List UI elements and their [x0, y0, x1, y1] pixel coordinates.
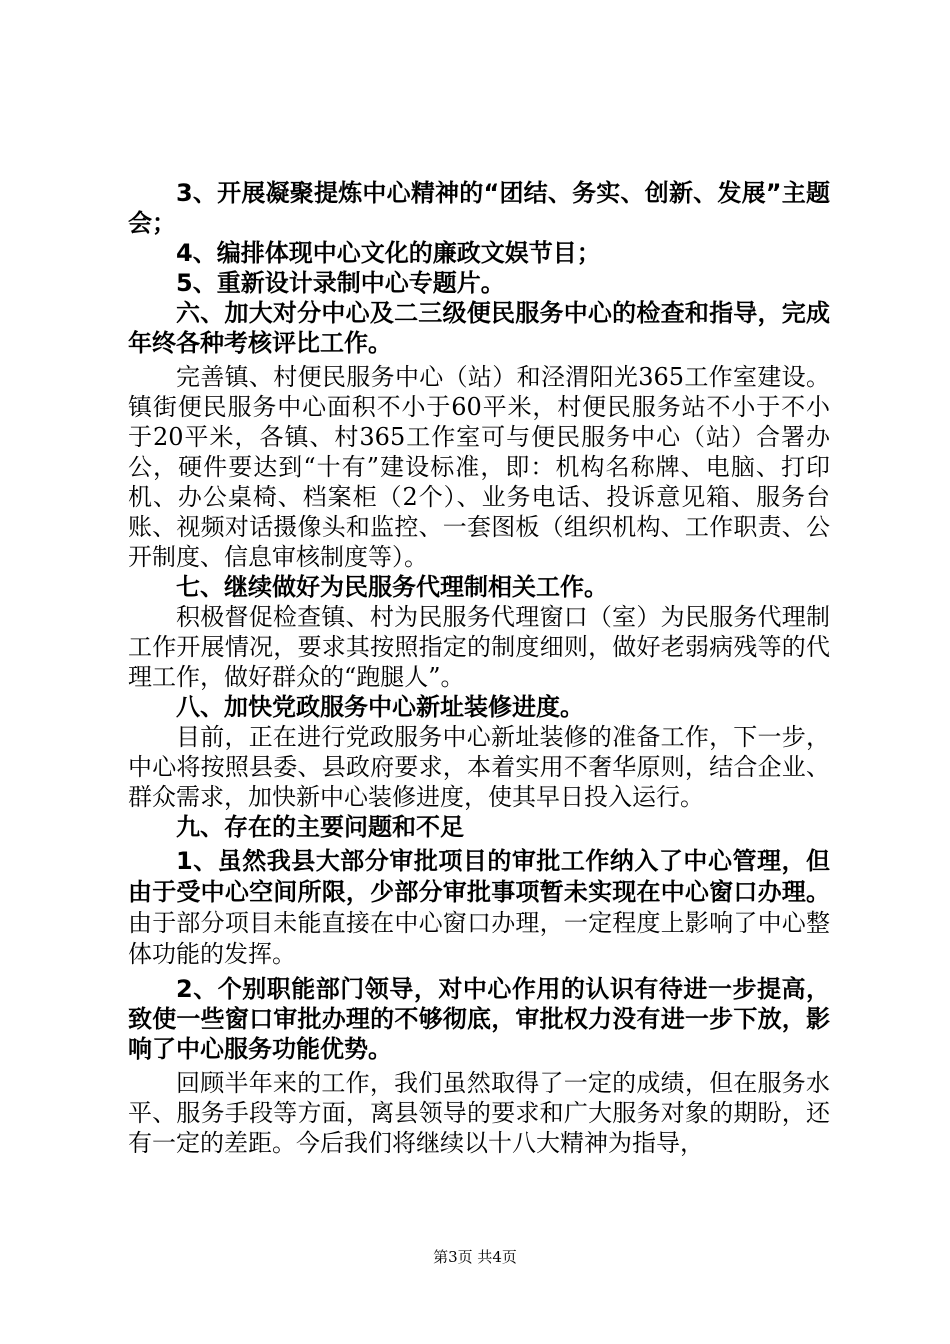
paragraph: 3、开展凝聚提炼中心精神的“团结、务实、创新、发展”主题会；	[128, 179, 830, 237]
paragraph-bold-part: 1、虽然我县大部分审批项目的审批工作纳入了中心管理，但由于受中心空间所限，少部分审批事项暂未实现在中心窗口办理。	[128, 847, 830, 906]
paragraph: 2、个别职能部门领导，对中心作用的认识有待进一步提高，致使一些窗口审批办理的不够彻底，审批权力没有进一步下放，影响了中心服务功能优势。	[128, 975, 830, 1063]
section-heading: 九、存在的主要问题和不足	[176, 813, 464, 841]
paragraph: 5、重新设计录制中心专题片。	[176, 269, 505, 297]
document-body	[128, 178, 830, 1158]
paragraph: 积极督促检查镇、村为民服务代理窗口（室）为民服务代理制工作开展情况，要求其按照指定的制度细则，做好老弱病残等的代理工作，做好群众的“跑腿人”。	[128, 603, 830, 691]
paragraph	[128, 846, 830, 970]
paragraph: 目前，正在进行党政服务中心新址装修的准备工作，下一步，中心将按照县委、县政府要求，本着实用不奢华原则，结合企业、群众需求，加快新中心装修进度，使其早日投入运行。	[128, 723, 830, 811]
section-heading: 七、继续做好为民服务代理制相关工作。	[176, 573, 608, 601]
paragraph: 完善镇、村便民服务中心（站）和泾渭阳光365工作室建设。镇街便民服务中心面积不小于60平米，村便民服务站不小于不小于20平米，各镇、村365工作室可与便民服务中心（站）合署办公，硬件要达到“十有”建设标准，即：机构名称牌、电脑、打印机、办公桌椅、档案柜（2个）、业务电话、投诉意见箱、服务台账、视频对话摄像头和监控、一套图板（组织机构、工作职责、公开制度、信息审核制度等）。	[128, 363, 830, 571]
paragraph-body-part: 由于部分项目未能直接在中心窗口办理，一定程度上影响了中心整体功能的发挥。	[128, 909, 830, 968]
section-heading: 八、加快党政服务中心新址装修进度。	[176, 693, 584, 721]
page-footer: 第3页 共4页	[433, 1248, 517, 1266]
paragraph: 4、编排体现中心文化的廉政文娱节目；	[176, 239, 601, 267]
section-heading: 六、加大对分中心及二三级便民服务中心的检查和指导，完成年终各种考核评比工作。	[128, 299, 830, 357]
paragraph: 回顾半年来的工作，我们虽然取得了一定的成绩，但在服务水平、服务手段等方面，离县领导的要求和广大服务对象的期盼，还有一定的差距。今后我们将继续以十八大精神为指导，	[128, 1069, 830, 1157]
